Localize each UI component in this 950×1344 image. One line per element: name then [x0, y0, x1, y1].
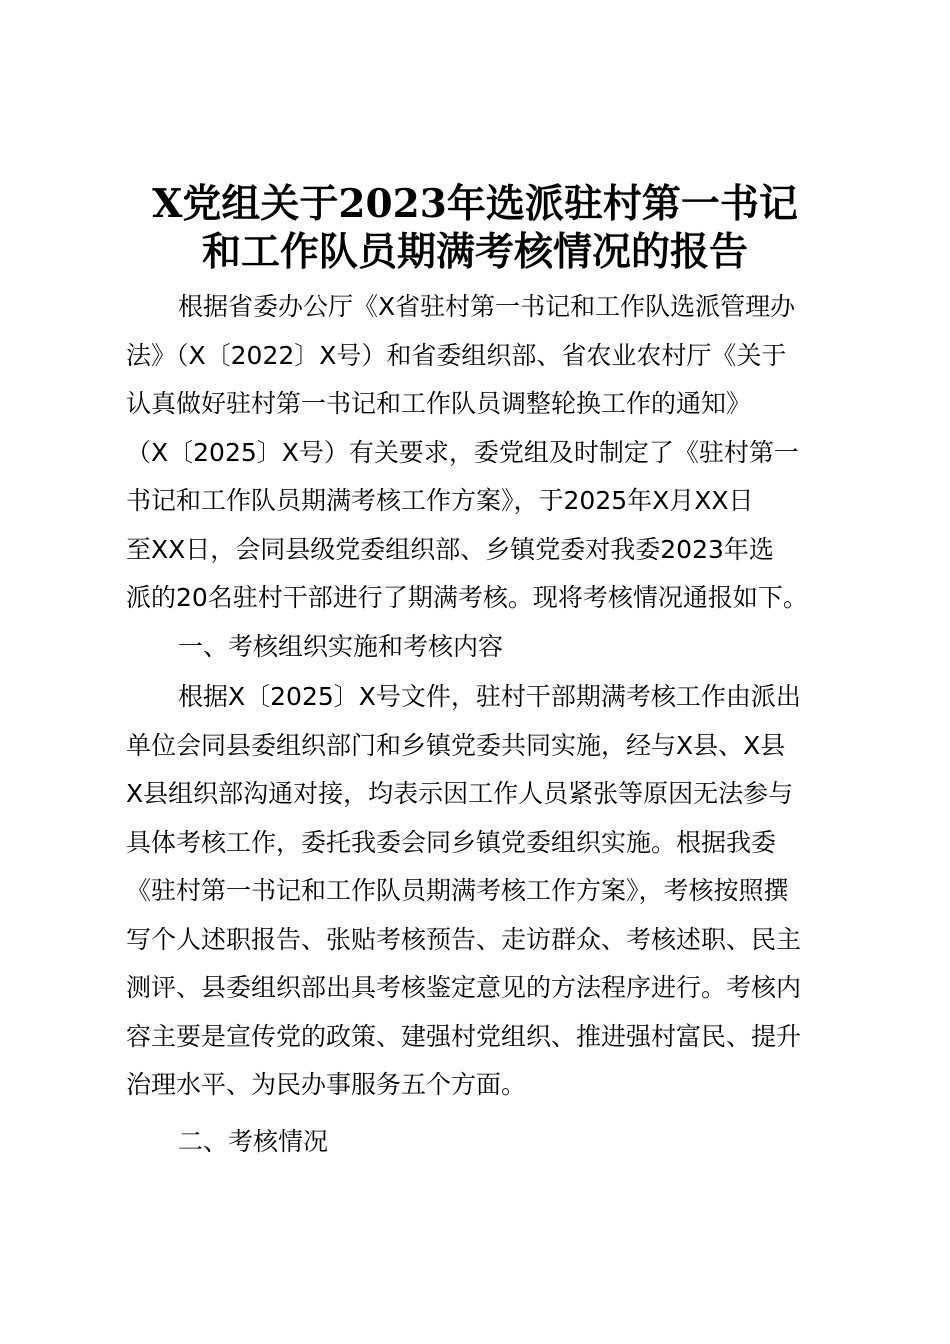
title-line-2: 和工作队员期满考核情况的报告 [201, 229, 748, 275]
intro-line: 至XX日，会同县级党委组织部、乡镇党委对我委2023年选 [126, 534, 774, 564]
document-title [60, 180, 890, 276]
section-1-heading-text: 一、考核组织实施和考核内容 [178, 631, 504, 661]
section-1-line: 《驻村第一书记和工作队员期满考核工作方案》，考核按照撰 [126, 876, 789, 905]
section-1-line: 单位会同县委组织部门和乡镇党委共同实施，经与X县、X县 [126, 730, 786, 760]
section-2-heading-text: 二、考核情况 [178, 1126, 329, 1156]
section-1-line: 容主要是宣传党的政策、建强村党组织、推进强村富民、提升 [126, 1021, 802, 1051]
intro-paragraph [126, 283, 838, 623]
intro-line: 书记和工作队员期满考核工作方案》，于2025年X月XX日 [126, 486, 754, 515]
section-1-line: 根据X〔2025〕X号文件，驻村干部期满考核工作由派出 [178, 682, 801, 711]
section-1-line: 测评、县委组织部出具考核鉴定意见的方法程序进行。考核内 [126, 973, 802, 1002]
section-1-line: 具体考核工作，委托我委会同乡镇党委组织实施。根据我委 [126, 827, 777, 857]
section-2-heading [126, 1118, 838, 1167]
intro-line: 根据省委办公厅《X省驻村第一书记和工作队选派管理办 [178, 292, 796, 321]
section-1-line: 治理水平、为民办事服务五个方面。 [126, 1070, 527, 1099]
document-body [126, 283, 838, 1166]
intro-line: 法》（X〔2022〕X号）和省委组织部、省农业农村厅《关于 [126, 340, 787, 370]
intro-line: 派的20名驻村干部进行了期满考核。现将考核情况通报如下。 [126, 583, 808, 612]
section-1-paragraph [126, 673, 838, 1110]
section-1-line: 写个人述职报告、张贴考核预告、走访群众、考核述职、民主 [126, 924, 802, 954]
section-1-heading [126, 623, 838, 672]
intro-line: （X〔2025〕X号）有关要求，委党组及时制定了《驻村第一 [126, 437, 799, 467]
intro-line: 认真做好驻村第一书记和工作队员调整轮换工作的通知》 [126, 389, 752, 418]
section-1-line: X县组织部沟通对接，均表示因工作人员紧张等原因无法参与 [126, 779, 794, 808]
title-line-1: X党组关于2023年选派驻村第一书记 [152, 181, 798, 227]
